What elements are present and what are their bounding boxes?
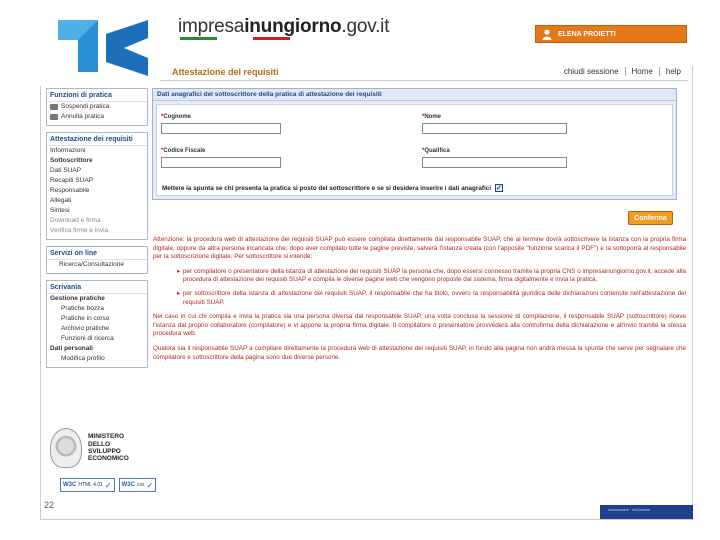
notice-intro: Attenzione: la procedura web di attestazione dei requisiti SUAP può essere compilata direttamente dal responsabile SUAP, che al termine dovrà sottoscrivere la istanza con la propria firma digitale, oppure da altra persona incaricata che, dopo aver compilato tutte le pagine previste, salverà l'istanza creata (con l'apposite "funzione scarica il PDF") e la sottoporrà al responsabile per la sottoscrizione digitale. Per sottoscrittore si intende: — [153, 236, 686, 261]
site-title[interactable] — [178, 16, 389, 38]
user-bar[interactable] — [535, 25, 687, 43]
sync-checkbox[interactable]: ✓ — [496, 185, 502, 192]
ministero-line: ECONOMICO — [88, 455, 129, 463]
form-panel — [152, 88, 677, 200]
sync-row — [162, 184, 503, 192]
notice-para: Qualora sia il responsabile SUAP a compilare direttamente la procedura web di attestazione dei requisiti SUAP, in fondo alla pagina non andrà messa la spunta che serve per segnalare che compilatore e sottoscrittore della pagina sono due diverse persone. — [153, 344, 686, 361]
ministero-logo — [50, 428, 129, 468]
css-badge[interactable] — [119, 478, 157, 492]
w3c-label: W3C — [121, 482, 135, 488]
html-badge[interactable] — [60, 478, 115, 492]
user-icon — [542, 29, 552, 40]
sidebox-attestazione — [46, 132, 148, 240]
validation-badges — [60, 478, 156, 492]
notice-text — [153, 236, 686, 368]
sidebar-item-ricerca[interactable]: Ricerca/Consultazione — [59, 261, 125, 269]
check-icon: ✓ — [104, 480, 112, 490]
ministero-line: SVILUPPO — [88, 448, 121, 455]
ministero-text — [88, 433, 129, 463]
emblem-icon — [50, 428, 82, 468]
logo-icon — [40, 12, 156, 86]
topnav — [558, 67, 687, 76]
qualifica-label: *Qualifica — [422, 148, 450, 154]
site-title-part3: .gov.it — [341, 16, 390, 37]
confirm-button[interactable]: Conferma — [628, 211, 673, 225]
cognome-label-text: Cognome — [163, 114, 192, 120]
sidebox-scrivania-title: Scrivania — [47, 281, 147, 294]
sidebar-item-sospendi[interactable] — [47, 102, 147, 112]
sidebox-attestazione-title: Attestazione dei requisiti — [47, 133, 147, 146]
site-title-part2: inungiorno — [244, 16, 342, 37]
sidebox-servizi — [46, 246, 148, 274]
sidebox-servizi-title: Servizi on line — [47, 247, 147, 260]
tricolore-stripe — [180, 37, 290, 40]
footer-logo — [600, 505, 693, 519]
site-logo[interactable] — [40, 12, 156, 86]
css-label: css — [136, 482, 145, 488]
qualifica-input[interactable] — [422, 157, 567, 168]
tricolore-red — [253, 37, 290, 40]
topnav-help[interactable]: help — [659, 67, 687, 76]
sidebar-item-download[interactable]: Download e firma — [50, 217, 101, 225]
sidebar-item-dati-suap[interactable]: Dati SUAP — [50, 167, 82, 175]
sidebar-item-sintesi[interactable]: Sintesi — [50, 207, 70, 215]
sidebar-item-pratiche-corso[interactable]: Pratiche in corso — [61, 315, 110, 323]
suspend-icon — [50, 104, 58, 110]
form-body — [156, 104, 673, 196]
slide-number: 22 — [44, 500, 55, 510]
sidebar-item-recapiti-suap[interactable]: Recapiti SUAP — [50, 177, 93, 185]
sidebar-item-responsabile[interactable]: Responsabile — [50, 187, 90, 195]
check-icon: ✓ — [146, 480, 154, 490]
site-title-part1: impresa — [178, 16, 245, 37]
topnav-logout[interactable]: chiudi sessione — [563, 67, 619, 76]
sidebar-group-personali: Dati personali — [50, 345, 93, 353]
codice-fiscale-input[interactable] — [161, 157, 281, 168]
codice-fiscale-label: *Codice Fiscale — [161, 148, 206, 154]
sidebar-item-verifica[interactable]: Verifica firme e invia — [50, 227, 109, 235]
form-header: Dati anagrafici del sottoscrittore della pratica di attestazione dei requisiti — [153, 89, 676, 101]
tricolore-white — [217, 37, 254, 40]
sidebar-item-label: Annulla pratica — [61, 113, 104, 121]
nome-input[interactable] — [422, 123, 567, 134]
sidebar-item-label: Sospendi pratica — [61, 103, 110, 111]
sidebar-item-annulla[interactable] — [47, 112, 147, 122]
user-name: ELENA PROIETTI — [558, 30, 616, 38]
notice-para: Nel caso in cui chi compila e invia la pratica sia una persona diversa dal responsabile SUAP, una volta conclusa la sessione di compilazione, il responsabile SUAP (sottoscrittore) riceve l'istanza dal proprio collaboratore (compilatore) e vi appone la propria firma digitale. Il compilatore o presentatore provvederà alla controfirma della dichiarazione e all'invio tramite la stessa procedura web. — [153, 313, 686, 338]
ministero-line: DELLO — [88, 440, 111, 448]
sidebox-funzioni-title: Funzioni di pratica — [47, 89, 147, 102]
cognome-label: *Cognome — [161, 114, 192, 120]
sidebar — [46, 88, 148, 374]
sidebox-scrivania — [46, 280, 148, 368]
codice-fiscale-label-text: Codice Fiscale — [163, 148, 206, 154]
main-content — [152, 88, 677, 200]
ministero-line: MINISTERO — [88, 433, 125, 441]
footer-text: Unioncamere · InfoCamere — [608, 508, 651, 512]
qualifica-label-text: Qualifica — [424, 148, 450, 154]
sidebar-item-sottoscrittore[interactable]: Sottoscrittore — [50, 157, 93, 165]
sidebar-item-informazioni[interactable]: Informazioni — [50, 147, 86, 155]
sidebar-group-gestione: Gestione pratiche — [50, 295, 105, 303]
w3c-label: W3C — [63, 482, 77, 488]
sidebar-item-archivio[interactable]: Archivio pratiche — [61, 325, 110, 333]
sync-label: Mettere la spunta se chi presenta la pratica si posto del sottoscrittore e se si desidera inserire i dati anagrafici — [162, 184, 491, 192]
tricolore-green — [180, 37, 217, 40]
sidebar-item-pratiche-bozza[interactable]: Pratiche bozza — [61, 305, 104, 313]
nome-label-text: Nome — [424, 114, 442, 120]
notice-bullet: ▸ per sottoscrittore della istanza di attestazione dei requisiti SUAP, il responsabile che ha titolo, ovvero la responsabilità giuridica delle dichiarazioni contenute nell'attestazione dei requisiti SUAP. — [183, 290, 686, 307]
nome-label: *Nome — [422, 114, 442, 120]
page-title: Attestazione dei requisiti — [172, 67, 279, 77]
cognome-input[interactable] — [161, 123, 281, 134]
topnav-home[interactable]: Home — [625, 67, 659, 76]
sidebar-item-allegati[interactable]: Allegati — [50, 197, 72, 205]
cancel-icon — [50, 114, 58, 120]
sidebar-item-funzioni-ricerca[interactable]: Funzioni di ricerca — [61, 335, 114, 343]
sidebar-item-modifica-profilo[interactable]: Modifica profilo — [61, 355, 105, 363]
notice-list — [153, 268, 686, 307]
html-label: HTML 4.01 — [78, 482, 103, 488]
sidebox-funzioni — [46, 88, 148, 126]
notice-bullet: ▸ per compilatore o presentatore della istanza di attestazione dei requisiti SUAP la persona che, dopo essersi connesso tramite la propria CNS o impresainungiorno.gov.it, accede alla procedura di attestazione dei requisiti SUAP e compila le diverse pagine web che vengono proposte dal sistema, firma digitalmente e invia la pratica. — [183, 268, 686, 285]
